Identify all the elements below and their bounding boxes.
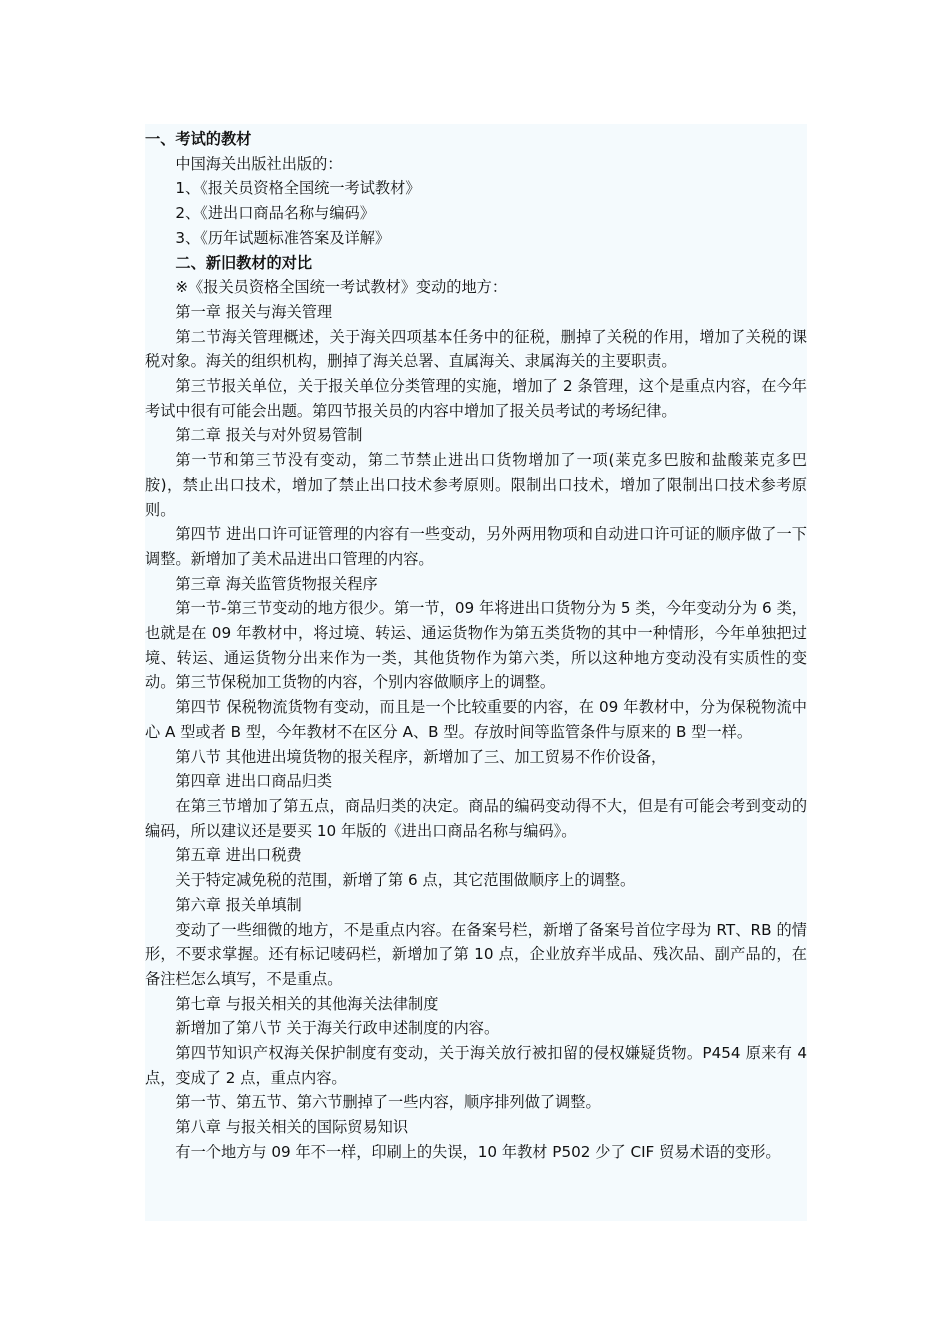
section-heading: 一、考试的教材 — [145, 130, 252, 148]
paragraph: 2、《进出口商品名称与编码》 — [175, 204, 375, 223]
paragraph: 第二节海关管理概述，关于海关四项基本任务中的征税，删掉了关税的作用，增加了关税的课税对象。海关的组织机构，删掉了海关总署、直属海关、隶属海关的主要职责。 — [145, 327, 807, 371]
paragraph: 第三节报关单位，关于报关单位分类管理的实施，增加了 2 条管理，这个是重点内容，在今年考试中很有可能会出题。第四节报关员的内容中增加了报关员考试的考场纪律。 — [145, 377, 807, 420]
paragraph: 3、《历年试题标准答案及详解》 — [175, 228, 391, 247]
section-heading: 二、新旧教材的对比 — [175, 253, 313, 272]
paragraph: 变动了一些细微的地方，不是重点内容。在备案号栏，新增了备案号首位字母为 RT、RB 的情形，不要求掌握。还有标记唛码栏，新增加了第 10 点，企业放弃半成品、残次品、副产品的，在备注栏怎么填写，不是重点。 — [145, 920, 807, 988]
paragraph: 第四节 保税物流货物有变动，而且是一个比较重要的内容，在 09 年教材中，分为保税物流中心 A 型或者 B 型，今年教材不在区分 A、B 型。存放时间等监管条件与原来的 B 型一样。 — [145, 698, 807, 741]
paragraph: 第四节 进出口许可证管理的内容有一些变动，另外两用物项和自动进口许可证的顺序做了一下调整。新增加了美术品进出口管理的内容。 — [145, 525, 807, 568]
paragraph: 有一个地方与 09 年不一样，印刷上的失误，10 年教材 P502 少了 CIF 贸易术语的变形。 — [175, 1142, 781, 1161]
paragraph: 第一节-第三节变动的地方很少。第一节，09 年将进出口货物分为 5 类，今年变动分为 6 类，也就是在 09 年教材中，将过境、转运、通运货物作为第五类货物的其中一种情形，今年单独把过境、转运、通运货物分出来作为一类，其他货物作为第六类，所以这种地方变动没有实质性的变动。第三节保税加工货物的内容，个别内容做顺序上的调整。 — [145, 599, 807, 692]
paragraph: 第一节、第五节、第六节删掉了一些内容，顺序排列做了调整。 — [175, 1093, 601, 1112]
paragraph: 第五章 进出口税费 — [175, 846, 302, 865]
paragraph: 新增加了第八节 关于海关行政申述制度的内容。 — [175, 1019, 500, 1038]
paragraph: 第四章 进出口商品归类 — [175, 772, 333, 791]
paragraph: 第四节知识产权海关保护制度有变动，关于海关放行被扣留的侵权嫌疑货物。P454 原来有 4 点，变成了 2 点，重点内容。 — [145, 1044, 807, 1087]
paragraph: 1、《报关员资格全国统一考试教材》 — [175, 179, 421, 198]
paragraph: 关于特定减免税的范围，新增了第 6 点，其它范围做顺序上的调整。 — [175, 871, 636, 890]
paragraph: 第三章 海关监管货物报关程序 — [175, 574, 378, 593]
paragraph: 在第三节增加了第五点，商品归类的决定。商品的编码变动得不大，但是有可能会考到变动的编码，所以建议还是要买 10 年版的《进出口商品名称与编码》。 — [145, 796, 807, 840]
paragraph: 第七章 与报关相关的其他海关法律制度 — [175, 994, 439, 1013]
paragraph: ※《报关员资格全国统一考试教材》变动的地方： — [175, 278, 508, 297]
paragraph: 中国海关出版社出版的： — [175, 154, 343, 173]
paragraph: 第八节 其他进出境货物的报关程序，新增加了三、加工贸易不作价设备， — [175, 747, 667, 766]
paragraph: 第一节和第三节没有变动，第二节禁止进出口货物增加了一项(莱克多巴胺和盐酸莱克多巴胺)，禁止出口技术，增加了禁止出口技术参考原则。限制出口技术，增加了限制出口技术参考原则。 — [145, 451, 807, 519]
paragraph: 第八章 与报关相关的国际贸易知识 — [175, 1118, 409, 1137]
document-body — [145, 127, 807, 1165]
paragraph: 第六章 报关单填制 — [175, 895, 302, 914]
paragraph: 第一章 报关与海关管理 — [175, 302, 333, 321]
paragraph: 第二章 报关与对外贸易管制 — [175, 426, 363, 445]
